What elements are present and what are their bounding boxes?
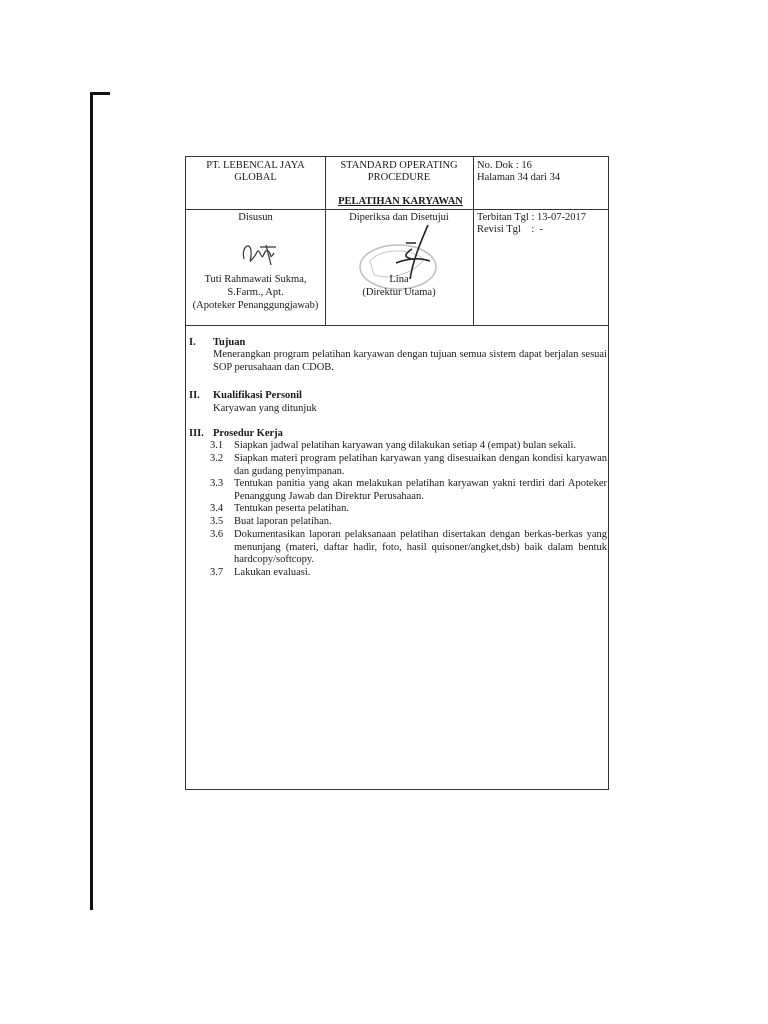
prepared-name: Tuti Rahmawati Sukma, (204, 274, 307, 285)
section-1-text: Menerangkan program pelatihan karyawan dengan tujuan semua sistem dapat berjalan sesuai SOP perusahaan dan CDOB. (213, 349, 607, 373)
scan-edge-notch (90, 92, 110, 95)
step-number: 3.1 (210, 440, 224, 451)
prepared-degree: S.Farm., Apt. (227, 287, 284, 298)
header-divider-2 (473, 157, 474, 325)
step-number: 3.2 (210, 453, 224, 464)
step-number: 3.6 (210, 529, 224, 540)
doc-type: STANDARD OPERATING PROCEDURE (340, 160, 458, 183)
step-text: Lakukan evaluasi. (234, 567, 311, 578)
step-text: Siapkan jadwal pelatihan karyawan yang dilakukan setiap 4 (empat) bulan sekali. (234, 440, 577, 451)
section-2-number: II. (189, 390, 200, 401)
step-number: 3.4 (210, 503, 224, 514)
sop-title: PELATIHAN KARYAWAN (338, 196, 463, 207)
section-2-text: Karyawan yang ditunjuk (213, 403, 317, 414)
header-row-divider (186, 209, 608, 210)
section-3-title: Prosedur Kerja (213, 428, 283, 439)
doc-number: No. Dok : 16 (477, 160, 532, 171)
prepared-role: (Apoteker Penanggungjawab) (192, 300, 319, 311)
issue-date: Terbitan Tgl : 13-07-2017 (477, 212, 587, 223)
scan-edge-bar (90, 92, 93, 910)
step-text: Buat laporan pelatihan. (234, 516, 332, 527)
step-text: Siapkan materi program pelatihan karyawan yang disesuaikan dengan kondisi karyawan dan gudang penyimpanan. (234, 453, 607, 477)
step-text: Tentukan peserta pelatihan. (234, 503, 350, 514)
company-name: PT. LEBENCAL JAYA GLOBAL (206, 160, 305, 183)
sop-header-table (186, 157, 608, 326)
sop-document (185, 156, 609, 790)
section-1-number: I. (189, 337, 196, 348)
signature-preparer (238, 237, 280, 271)
header-divider-1 (325, 157, 326, 325)
section-3-number: III. (189, 428, 204, 439)
step-text: Dokumentasikan laporan pelaksanaan pelatihan disertakan dengan berkas-berkas yang menunjang (materi, daftar hadir, foto, hasil quisoner/angket,dsb) baik dalam bentuk hardcopy/softcopy. (234, 529, 607, 565)
step-number: 3.3 (210, 478, 224, 489)
step-number: 3.5 (210, 516, 224, 527)
approved-role: (Direktur Utama) (362, 287, 436, 298)
section-1-title: Tujuan (213, 337, 246, 348)
step-text: Tentukan panitia yang akan melakukan pelatihan karyawan yakni terdiri dari Apoteker Penanggung Jawab dan Direktur Perusahaan. (234, 478, 607, 502)
step-number: 3.7 (210, 567, 224, 578)
approved-label: Diperiksa dan Disetujui (349, 212, 449, 223)
approved-name: Lina (389, 274, 409, 285)
section-2-title: Kualifikasi Personil (213, 390, 302, 401)
page-number: Halaman 34 dari 34 (477, 172, 561, 183)
prepared-label: Disusun (238, 212, 273, 223)
revision-date: Revisi Tgl : - (477, 224, 544, 235)
